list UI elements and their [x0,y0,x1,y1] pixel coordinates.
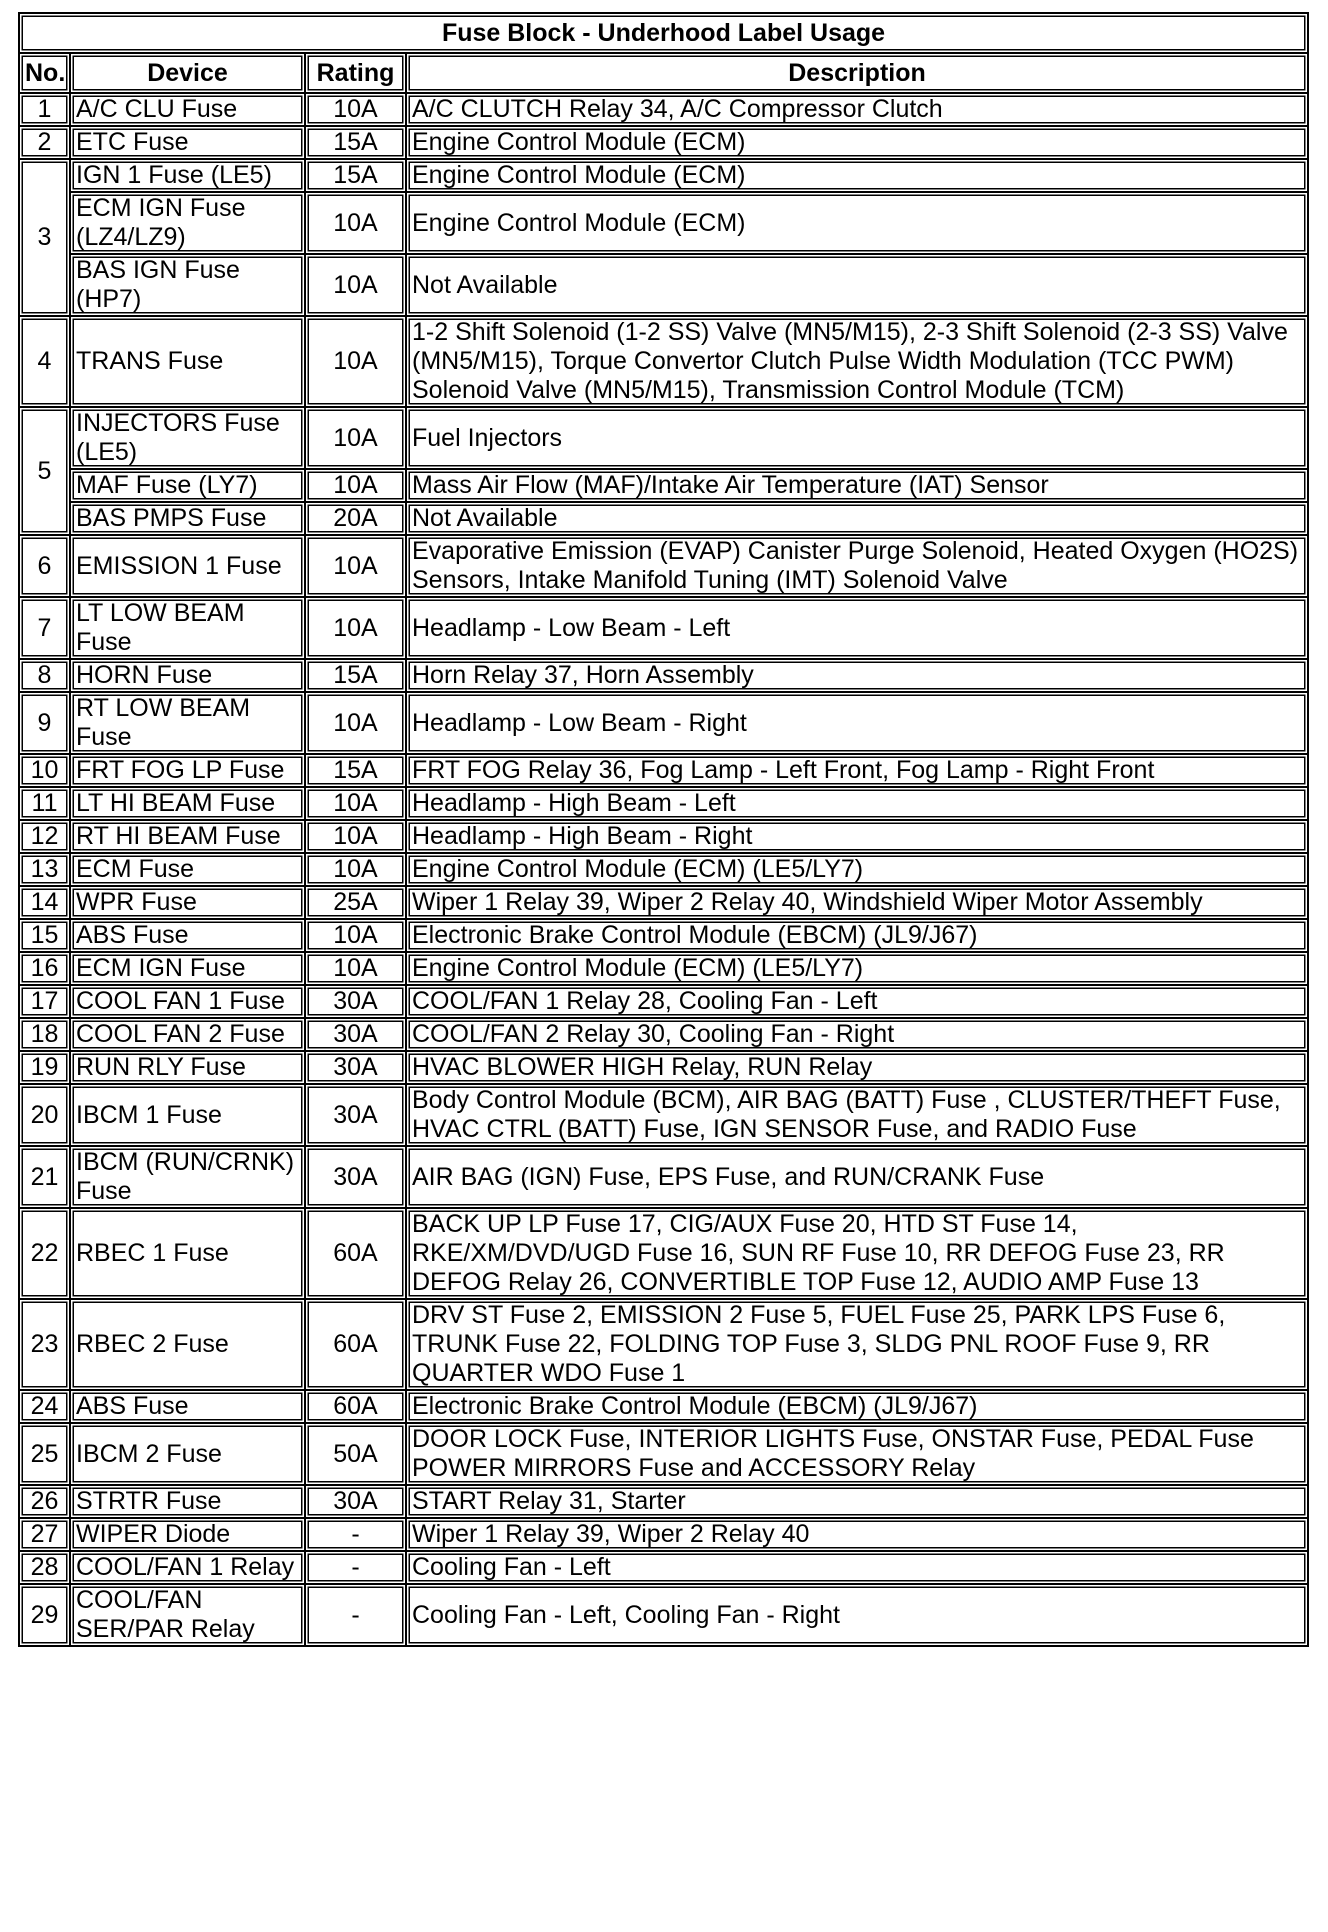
rating-cell: 10A [305,820,406,853]
fuse-number-cell: 17 [19,985,70,1018]
table-row [19,787,1308,820]
table-row [19,985,1308,1018]
device-cell: IBCM 2 Fuse [70,1423,305,1485]
rating-cell: 10A [305,254,406,316]
fuse-number-cell: 28 [19,1551,70,1584]
table-title: Fuse Block - Underhood Label Usage [19,13,1308,53]
rating-cell: 15A [305,754,406,787]
table-row [19,692,1308,754]
device-cell: RT HI BEAM Fuse [70,820,305,853]
description-cell: Headlamp - Low Beam - Right [406,692,1308,754]
device-cell: STRTR Fuse [70,1485,305,1518]
description-cell: Body Control Module (BCM), AIR BAG (BATT) Fuse , CLUSTER/THEFT Fuse, HVAC CTRL (BATT) Fuse, IGN SENSOR Fuse, and RADIO Fuse [406,1084,1308,1146]
description-cell: Not Available [406,502,1308,535]
device-cell: LT LOW BEAM Fuse [70,597,305,659]
device-cell: ECM IGN Fuse [70,952,305,985]
device-cell: HORN Fuse [70,659,305,692]
table-row [19,407,1308,469]
description-cell: COOL/FAN 2 Relay 30, Cooling Fan - Right [406,1018,1308,1051]
rating-cell: 60A [305,1390,406,1423]
device-cell: COOL FAN 2 Fuse [70,1018,305,1051]
fuse-number-cell: 16 [19,952,70,985]
fuse-number-cell: 14 [19,886,70,919]
description-cell: Engine Control Module (ECM) (LE5/LY7) [406,853,1308,886]
rating-cell: - [305,1518,406,1551]
fuse-number-cell: 12 [19,820,70,853]
rating-cell: - [305,1551,406,1584]
description-cell: Engine Control Module (ECM) (LE5/LY7) [406,952,1308,985]
rating-cell: 15A [305,126,406,159]
rating-cell: 10A [305,853,406,886]
description-cell: Electronic Brake Control Module (EBCM) (JL9/J67) [406,1390,1308,1423]
description-cell: Engine Control Module (ECM) [406,126,1308,159]
rating-cell: 20A [305,502,406,535]
rating-cell: 30A [305,1485,406,1518]
description-cell: Not Available [406,254,1308,316]
device-cell: ETC Fuse [70,126,305,159]
fuse-number-cell: 29 [19,1584,70,1646]
rating-cell: 15A [305,159,406,192]
device-cell: MAF Fuse (LY7) [70,469,305,502]
table-row [19,754,1308,787]
rating-cell: 10A [305,407,406,469]
fuse-number-cell: 6 [19,535,70,597]
device-cell: A/C CLU Fuse [70,93,305,126]
rating-cell: 30A [305,1018,406,1051]
table-row [19,1551,1308,1584]
fuse-number-cell: 25 [19,1423,70,1485]
device-cell: EMISSION 1 Fuse [70,535,305,597]
description-cell: Wiper 1 Relay 39, Wiper 2 Relay 40 [406,1518,1308,1551]
device-cell: IGN 1 Fuse (LE5) [70,159,305,192]
device-cell: COOL/FAN 1 Relay [70,1551,305,1584]
table-row [19,159,1308,192]
table-row [19,126,1308,159]
device-cell: RBEC 1 Fuse [70,1208,305,1299]
description-cell: Evaporative Emission (EVAP) Canister Purge Solenoid, Heated Oxygen (HO2S) Sensors, Intake Manifold Tuning (IMT) Solenoid Valve [406,535,1308,597]
table-row [19,659,1308,692]
description-cell: HVAC BLOWER HIGH Relay, RUN Relay [406,1051,1308,1084]
rating-cell: - [305,1584,406,1646]
description-cell: START Relay 31, Starter [406,1485,1308,1518]
table-row [19,886,1308,919]
device-cell: BAS IGN Fuse (HP7) [70,254,305,316]
device-cell: WIPER Diode [70,1518,305,1551]
table-row [19,597,1308,659]
description-cell: COOL/FAN 1 Relay 28, Cooling Fan - Left [406,985,1308,1018]
table-row [19,1084,1308,1146]
rating-cell: 10A [305,535,406,597]
description-cell: Engine Control Module (ECM) [406,192,1308,254]
rating-cell: 30A [305,985,406,1018]
table-row [19,1518,1308,1551]
device-cell: RUN RLY Fuse [70,1051,305,1084]
device-cell: LT HI BEAM Fuse [70,787,305,820]
device-cell: ECM Fuse [70,853,305,886]
fuse-number-cell: 18 [19,1018,70,1051]
rating-cell: 30A [305,1051,406,1084]
device-cell: RT LOW BEAM Fuse [70,692,305,754]
fuse-number-cell: 5 [19,407,70,535]
description-cell: Horn Relay 37, Horn Assembly [406,659,1308,692]
rating-cell: 60A [305,1299,406,1390]
table-row [19,952,1308,985]
table-row [19,853,1308,886]
description-cell: Cooling Fan - Left, Cooling Fan - Right [406,1584,1308,1646]
rating-cell: 10A [305,316,406,407]
fuse-number-cell: 4 [19,316,70,407]
table-row [19,316,1308,407]
rating-cell: 15A [305,659,406,692]
rating-cell: 50A [305,1423,406,1485]
table-row [19,469,1308,502]
device-cell: BAS PMPS Fuse [70,502,305,535]
description-cell: Cooling Fan - Left [406,1551,1308,1584]
description-cell: DOOR LOCK Fuse, INTERIOR LIGHTS Fuse, ONSTAR Fuse, PEDAL Fuse POWER MIRRORS Fuse and ACCESSORY Relay [406,1423,1308,1485]
fuse-number-cell: 23 [19,1299,70,1390]
fuse-number-cell: 2 [19,126,70,159]
table-row [19,1299,1308,1390]
fuse-number-cell: 20 [19,1084,70,1146]
fuse-number-cell: 24 [19,1390,70,1423]
table-row [19,192,1308,254]
fuse-number-cell: 21 [19,1146,70,1208]
fuse-number-cell: 22 [19,1208,70,1299]
rating-cell: 25A [305,886,406,919]
table-row [19,1584,1308,1646]
device-cell: TRANS Fuse [70,316,305,407]
table-row [19,1423,1308,1485]
table-row [19,1485,1308,1518]
fuse-number-cell: 9 [19,692,70,754]
rating-cell: 10A [305,919,406,952]
fuse-number-cell: 11 [19,787,70,820]
description-cell: Headlamp - High Beam - Right [406,820,1308,853]
description-cell: A/C CLUTCH Relay 34, A/C Compressor Clutch [406,93,1308,126]
device-cell: INJECTORS Fuse (LE5) [70,407,305,469]
rating-cell: 10A [305,597,406,659]
rating-cell: 10A [305,952,406,985]
fuse-number-cell: 13 [19,853,70,886]
fuse-number-cell: 26 [19,1485,70,1518]
description-cell: BACK UP LP Fuse 17, CIG/AUX Fuse 20, HTD ST Fuse 14, RKE/XM/DVD/UGD Fuse 16, SUN RF Fuse 10, RR DEFOG Fuse 23, RR DEFOG Relay 26, CONVERTIBLE TOP Fuse 12, AUDIO AMP Fuse 13 [406,1208,1308,1299]
table-row [19,1208,1308,1299]
description-cell: FRT FOG Relay 36, Fog Lamp - Left Front, Fog Lamp - Right Front [406,754,1308,787]
fuse-number-cell: 27 [19,1518,70,1551]
table-row [19,535,1308,597]
rating-cell: 30A [305,1146,406,1208]
device-cell: IBCM 1 Fuse [70,1084,305,1146]
table-row [19,502,1308,535]
description-cell: Headlamp - Low Beam - Left [406,597,1308,659]
rating-cell: 10A [305,469,406,502]
fuse-number-cell: 15 [19,919,70,952]
table-row [19,254,1308,316]
table-row [19,1018,1308,1051]
column-header-rating: Rating [305,53,406,93]
fuse-number-cell: 1 [19,93,70,126]
rating-cell: 10A [305,93,406,126]
rating-cell: 10A [305,192,406,254]
description-cell: 1-2 Shift Solenoid (1-2 SS) Valve (MN5/M15), 2-3 Shift Solenoid (2-3 SS) Valve (MN5/M15), Torque Convertor Clutch Pulse Width Modulation (TCC PWM) Solenoid Valve (MN5/M15), Transmission Control Module (TCM) [406,316,1308,407]
device-cell: ABS Fuse [70,919,305,952]
table-row [19,1051,1308,1084]
fuse-number-cell: 8 [19,659,70,692]
rating-cell: 10A [305,787,406,820]
fuse-number-cell: 7 [19,597,70,659]
description-cell: Headlamp - High Beam - Left [406,787,1308,820]
device-cell: RBEC 2 Fuse [70,1299,305,1390]
column-header-device: Device [70,53,305,93]
table-body [19,93,1308,1646]
table-row [19,820,1308,853]
description-cell: Fuel Injectors [406,407,1308,469]
description-cell: DRV ST Fuse 2, EMISSION 2 Fuse 5, FUEL Fuse 25, PARK LPS Fuse 6, TRUNK Fuse 22, FOLDING TOP Fuse 3, SLDG PNL ROOF Fuse 9, RR QUARTER WDO Fuse 1 [406,1299,1308,1390]
device-cell: COOL FAN 1 Fuse [70,985,305,1018]
rating-cell: 10A [305,692,406,754]
description-cell: Wiper 1 Relay 39, Wiper 2 Relay 40, Windshield Wiper Motor Assembly [406,886,1308,919]
table-row [19,1390,1308,1423]
device-cell: IBCM (RUN/CRNK) Fuse [70,1146,305,1208]
fuse-number-cell: 19 [19,1051,70,1084]
description-cell: Electronic Brake Control Module (EBCM) (JL9/J67) [406,919,1308,952]
table-row [19,93,1308,126]
table-row [19,919,1308,952]
device-cell: FRT FOG LP Fuse [70,754,305,787]
column-header-no: No. [19,53,70,93]
table-row [19,1146,1308,1208]
description-cell: Engine Control Module (ECM) [406,159,1308,192]
column-header-description: Description [406,53,1308,93]
device-cell: ECM IGN Fuse (LZ4/LZ9) [70,192,305,254]
description-cell: Mass Air Flow (MAF)/Intake Air Temperature (IAT) Sensor [406,469,1308,502]
rating-cell: 60A [305,1208,406,1299]
fuse-usage-table [18,12,1309,1647]
device-cell: ABS Fuse [70,1390,305,1423]
fuse-number-cell: 3 [19,159,70,316]
description-cell: AIR BAG (IGN) Fuse, EPS Fuse, and RUN/CRANK Fuse [406,1146,1308,1208]
rating-cell: 30A [305,1084,406,1146]
device-cell: WPR Fuse [70,886,305,919]
device-cell: COOL/FAN SER/PAR Relay [70,1584,305,1646]
fuse-number-cell: 10 [19,754,70,787]
